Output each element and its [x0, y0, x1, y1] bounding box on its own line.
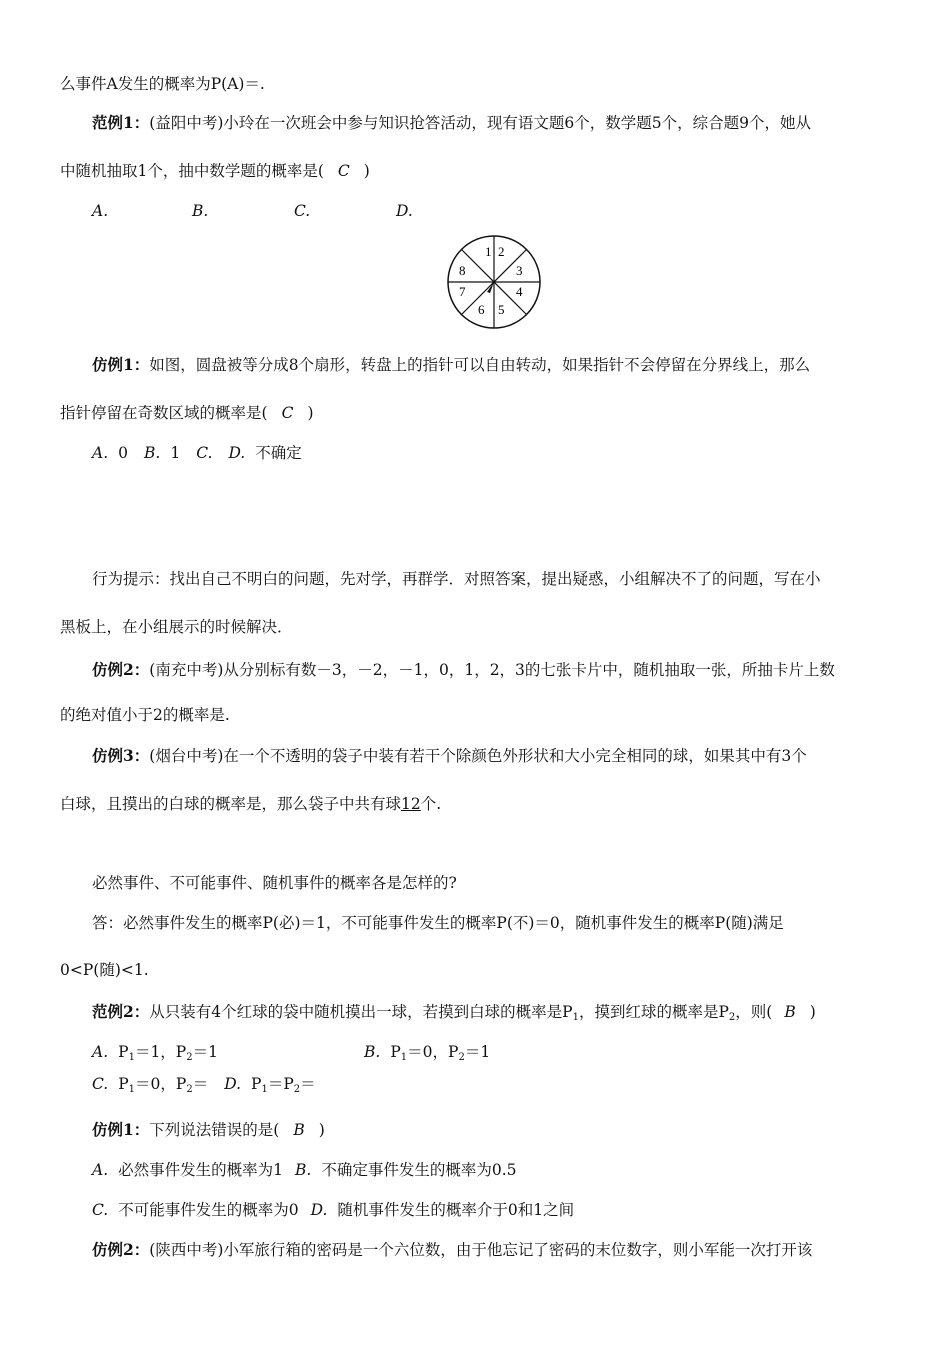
options-line: D.: [396, 202, 413, 220]
example-label: 范例2：: [92, 1002, 150, 1021]
answer-line: 答：必然事件发生的概率P(必)＝1，不可能事件发生的概率P(不)＝0，随机事件发生的概率P(随)满足: [92, 914, 784, 932]
example-label: 范例1：: [92, 113, 150, 132]
options-line: B.: [192, 202, 209, 220]
answer: B: [293, 1121, 305, 1139]
example-label: 仿例2：: [92, 660, 150, 679]
options-line: C. $P_1=0$，$P_2= D$. $P_1=P_2=$: [92, 1075, 316, 1095]
options-line: B. $P_1=0$，$P_2=1$: [364, 1043, 491, 1063]
question-line: 必然事件、不可能事件、随机事件的概率各是怎样的?: [92, 874, 457, 892]
sector-2-label: 2: [498, 244, 505, 259]
answer: C: [337, 162, 350, 180]
options-line: A.: [92, 202, 109, 220]
example-heading: 仿例3：(烟台中考)在一个不透明的袋子中装有若干个除颜色外形状和大小完全相同的球，如果其中有3个: [92, 746, 807, 765]
options-line: A. 必然事件发生的概率为1 B. 不确定事件发生的概率为0.5: [92, 1161, 517, 1179]
text-line: 中随机抽取1个，抽中数学题的概率是( C ): [60, 162, 370, 180]
text-line: 0<P(随)<1.: [60, 961, 149, 979]
example-label: 仿例2：: [92, 1240, 150, 1259]
text-line: 的绝对值小于2的概率是.: [60, 706, 230, 724]
sector-1-label: 1: [485, 244, 492, 259]
example-heading: 仿例2：(陕西中考)小军旅行箱的密码是一个六位数，由于他忘记了密码的末位数字，则小军能一次打开该: [92, 1240, 813, 1259]
options-line: A. 0 B. 1 C. D. 不确定: [92, 444, 302, 462]
example-heading: 仿例1：下列说法错误的是( B ): [92, 1120, 325, 1139]
text-line: 指针停留在奇数区域的概率是( C ): [60, 404, 314, 422]
example-label: 仿例1：: [92, 1120, 150, 1139]
options-line: A. $P_1=1$，$P_2=1$: [92, 1043, 218, 1063]
answer: C: [281, 404, 294, 422]
text-line: 么事件A发生的概率为P(A)＝.: [60, 75, 265, 93]
answer: 12: [401, 795, 421, 813]
answer: B: [784, 1003, 796, 1021]
example-label: 仿例1：: [92, 355, 150, 374]
sector-7-label: 7: [459, 284, 466, 299]
options-line: C.: [294, 202, 311, 220]
sector-3-label: 3: [516, 263, 523, 278]
example-heading: 范例2：从只装有4个红球的袋中随机摸出一球，若摸到白球的概率是$P_1$，摸到红球的概率是$P_2$，则( B ): [92, 1002, 816, 1023]
example-label: 仿例3：: [92, 746, 150, 765]
spinner-wheel-figure: [446, 234, 542, 330]
sector-4-label: 4: [516, 284, 523, 299]
example-heading: 仿例2：(南充中考)从分别标有数－3，－2，－1，0，1，2，3的七张卡片中，随机抽取一张，所抽卡片上数: [92, 660, 835, 679]
sector-5-label: 5: [498, 302, 505, 317]
options-line: C. 不可能事件发生的概率为0 D. 随机事件发生的概率介于0和1之间: [92, 1201, 575, 1219]
tip-line: 行为提示：找出自己不明白的问题，先对学，再群学．对照答案，提出疑惑，小组解决不了的问题，写在小: [92, 570, 821, 588]
sector-8-label: 8: [459, 263, 466, 278]
sector-6-label: 6: [478, 302, 485, 317]
text-line: 白球，且摸出的白球的概率是，那么袋子中共有球12个.: [60, 795, 442, 813]
example-heading: 范例1：(益阳中考)小玲在一次班会中参与知识抢答活动，现有语文题6个，数学题5个，综合题9个，她从: [92, 113, 811, 132]
example-heading: 仿例1：如图，圆盘被等分成8个扇形，转盘上的指针可以自由转动，如果指针不会停留在分界线上，那么: [92, 355, 811, 374]
text-line: 黑板上，在小组展示的时候解决．: [60, 618, 293, 636]
